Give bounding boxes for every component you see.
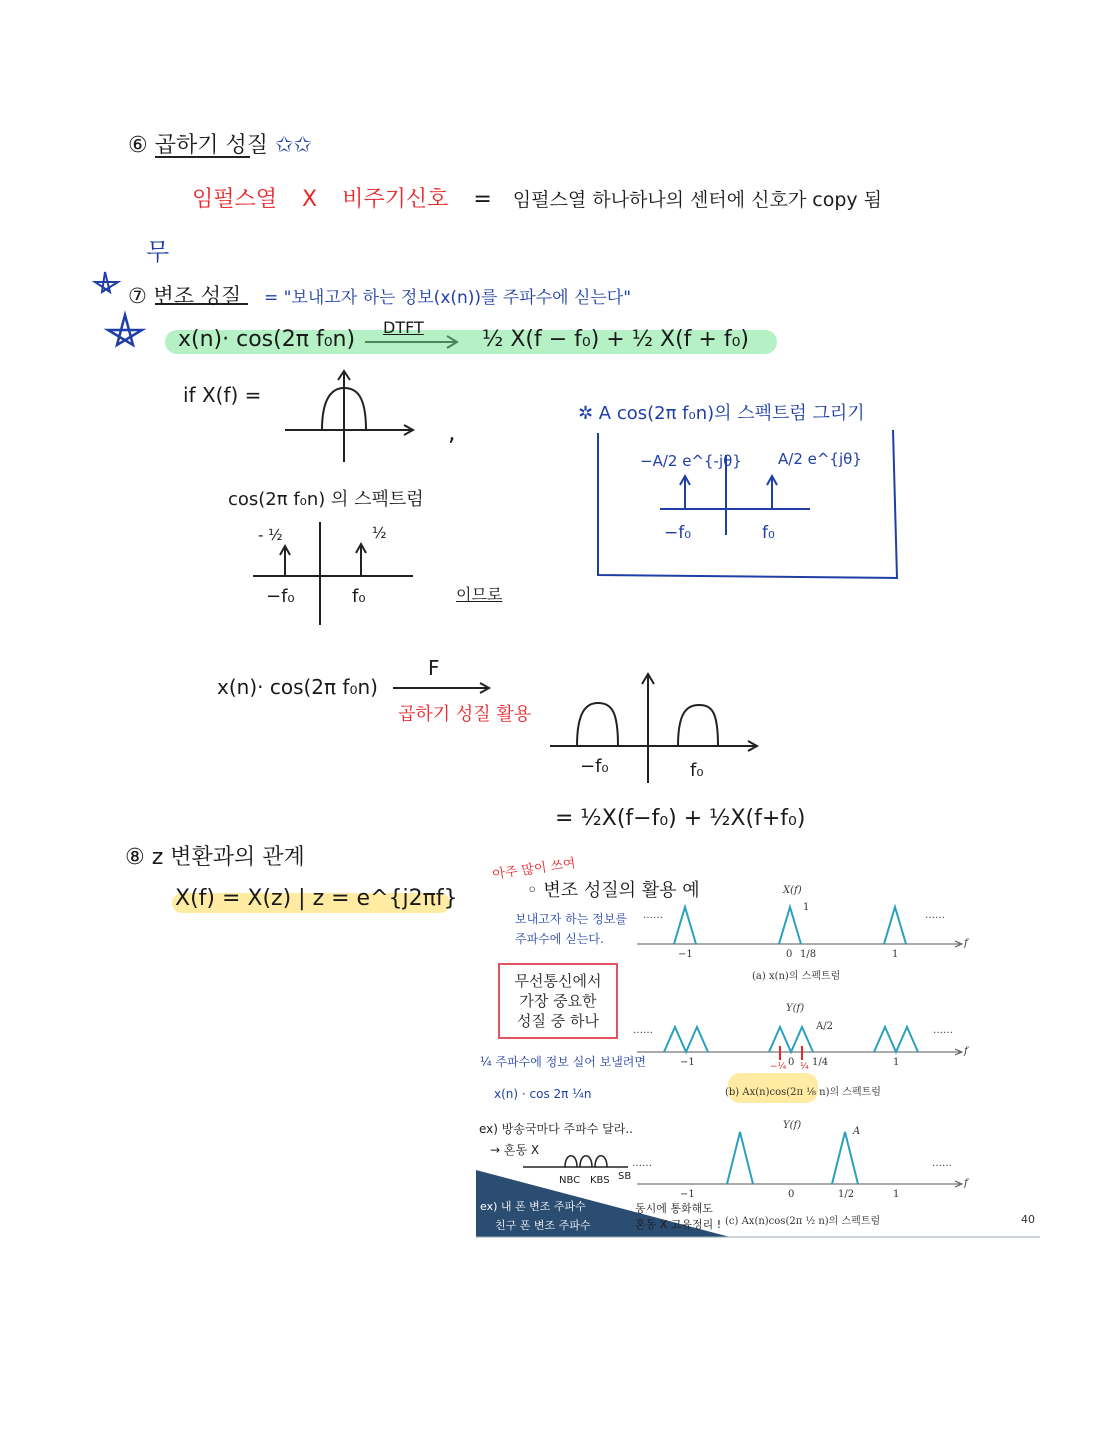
star-icon bbox=[108, 315, 142, 345]
acos-right-impulse: A/2 e^{jθ} bbox=[778, 450, 862, 468]
panel-b-caption: (b) Ax(n)cos(2π ⅛ n)의 스펙트럼 bbox=[725, 1087, 881, 1098]
times-symbol: X bbox=[302, 187, 318, 212]
panel-b-y-label: Y(f) bbox=[786, 1003, 805, 1014]
kbs-label: KBS bbox=[590, 1175, 610, 1186]
tick-label: 1 bbox=[893, 1189, 900, 1200]
use-multiplication-note: 곱하기 성질 활용 bbox=[398, 704, 532, 725]
box-line: 무선통신에서 bbox=[514, 972, 602, 990]
tick-label: −1 bbox=[680, 1057, 695, 1068]
section6-heading bbox=[128, 128, 312, 159]
tick-label: 0 bbox=[788, 1189, 795, 1200]
section-title: 변조 성질 bbox=[153, 284, 242, 308]
right-dots: …… bbox=[933, 1025, 953, 1036]
modulation-formula-left: x(n)· cos(2π f₀n) bbox=[178, 327, 356, 352]
wireless-important-box bbox=[498, 963, 618, 1039]
section7-heading bbox=[128, 280, 631, 310]
quarter-cos-note: x(n) · cos 2π ¼n bbox=[494, 1087, 592, 1101]
panel-c-caption: (c) Ax(n)cos(2π ½ n)의 스펙트럼 bbox=[725, 1216, 881, 1227]
left-dots: …… bbox=[643, 910, 663, 921]
bottom-neg-f0: −f₀ bbox=[580, 756, 609, 777]
broadcast-example: ex) 방송국마다 주파수 달라.. bbox=[479, 1122, 633, 1136]
f-axis-label: f bbox=[964, 938, 968, 949]
sb-label: SB bbox=[618, 1171, 632, 1182]
margin-note-mu: 무 bbox=[146, 238, 170, 266]
modulation-formula-right: ½ X(f − f₀) + ½ X(f + f₀) bbox=[482, 327, 749, 352]
neg-half-label: - ½ bbox=[258, 526, 283, 544]
right-dots: …… bbox=[925, 910, 945, 921]
page-number: 40 bbox=[1021, 1213, 1035, 1226]
bottom-formula: x(n)· cos(2π f₀n) bbox=[217, 675, 378, 699]
simultaneous-call-note: 동시에 통화해도 bbox=[635, 1202, 713, 1215]
acos-title: ✲ A cos(2π f₀n)의 스펙트럼 그리기 bbox=[578, 403, 865, 424]
impulse-copy-text: 임펄스열 하나하나의 센터에 신호가 copy 됨 bbox=[512, 189, 883, 211]
tick-label: −1 bbox=[680, 1189, 695, 1200]
section-title: z 변환과의 관계 bbox=[151, 845, 305, 870]
acos-pos-f0: f₀ bbox=[762, 523, 775, 543]
panel-c-peak: A bbox=[853, 1126, 861, 1137]
bottom-result: = ½X(f−f₀) + ½X(f+f₀) bbox=[555, 806, 806, 831]
send-info-note: 보내고자 하는 정보를 bbox=[515, 912, 627, 926]
z-transform-formula: X(f) = X(z) | z = e^{j2πf} bbox=[175, 886, 458, 911]
used-a-lot-note: 아주 많이 쓰여 bbox=[491, 856, 577, 883]
acos-left-impulse: −A/2 e^{-jθ} bbox=[640, 452, 742, 470]
left-dots: …… bbox=[632, 1158, 652, 1169]
red-tick-label: ¼ bbox=[800, 1062, 809, 1072]
section-number: ⑧ bbox=[125, 845, 145, 870]
star-icon bbox=[95, 272, 118, 292]
if-xf-label: if X(f) = bbox=[183, 383, 262, 407]
quarter-freq-note: ¼ 주파수에 정보 실어 보낼려면 bbox=[480, 1055, 646, 1069]
panel-a-caption: (a) x(n)의 스펙트럼 bbox=[752, 971, 841, 982]
tick-label: 1 bbox=[892, 949, 899, 960]
section8-heading bbox=[125, 840, 305, 871]
load-freq-note: 주파수에 싣는다. bbox=[515, 932, 604, 946]
f-axis-label: f bbox=[964, 1178, 968, 1189]
therefore-text: 이므로 bbox=[456, 585, 503, 604]
tick-label: 1/4 bbox=[812, 1057, 829, 1068]
pos-half-label: ½ bbox=[372, 524, 387, 542]
equals-sign: = bbox=[473, 187, 492, 212]
comma: , bbox=[448, 418, 456, 446]
bottom-pos-f0: f₀ bbox=[690, 760, 704, 781]
panel-b-peak: A/2 bbox=[816, 1021, 833, 1032]
panel-a-peak: 1 bbox=[803, 902, 810, 913]
section7-quote: = "보내고자 하는 정보(x(n))를 주파수에 싣는다" bbox=[264, 288, 632, 308]
left-dots: …… bbox=[633, 1025, 653, 1036]
box-line: 가장 중요한 bbox=[519, 992, 597, 1010]
figure-title: ◦ 변조 성질의 활용 예 bbox=[527, 880, 700, 901]
section-number: ⑥ bbox=[128, 133, 148, 158]
aperiodic-signal-text: 비주기신호 bbox=[342, 187, 449, 212]
fourier-label: F bbox=[428, 656, 440, 680]
f-axis-label: f bbox=[964, 1046, 968, 1057]
tick-label: 1/8 bbox=[800, 949, 817, 960]
friend-phone-note: 친구 폰 변조 주파수 bbox=[495, 1219, 591, 1232]
tick-label: 0 bbox=[788, 1057, 795, 1068]
no-confusion-note: → 혼동 X bbox=[490, 1143, 540, 1157]
unique-theorem-note: 혼동 X 고유정리 ! bbox=[635, 1218, 722, 1231]
panel-c-y-label: Y(f) bbox=[783, 1120, 802, 1131]
acos-neg-f0: −f₀ bbox=[664, 523, 692, 543]
dtft-label: DTFT bbox=[383, 318, 424, 337]
section-number: ⑦ bbox=[128, 284, 147, 308]
tick-label: 1/2 bbox=[838, 1189, 855, 1200]
star-icon: ✩✩ bbox=[275, 133, 312, 158]
multiplication-property-line bbox=[192, 182, 882, 213]
panel-a-y-label: X(f) bbox=[783, 885, 802, 896]
impulse-train-text: 임펄스열 bbox=[192, 187, 278, 212]
tick-label: 0 bbox=[786, 949, 793, 960]
cos-spectrum-label: cos(2π f₀n) 의 스펙트럼 bbox=[228, 489, 424, 510]
tick-label: −1 bbox=[678, 949, 693, 960]
red-tick-label: −¼ bbox=[770, 1062, 787, 1072]
tick-label: 1 bbox=[893, 1057, 900, 1068]
my-phone-note: ex) 내 폰 변조 주파수 bbox=[480, 1200, 586, 1213]
section-title: 곱하기 성질 bbox=[154, 133, 268, 158]
box-line: 성질 중 하나 bbox=[517, 1012, 599, 1030]
neg-f0-label: −f₀ bbox=[266, 586, 295, 607]
nbc-label: NBC bbox=[559, 1175, 581, 1186]
right-dots: …… bbox=[932, 1158, 952, 1169]
pos-f0-label: f₀ bbox=[352, 586, 366, 607]
